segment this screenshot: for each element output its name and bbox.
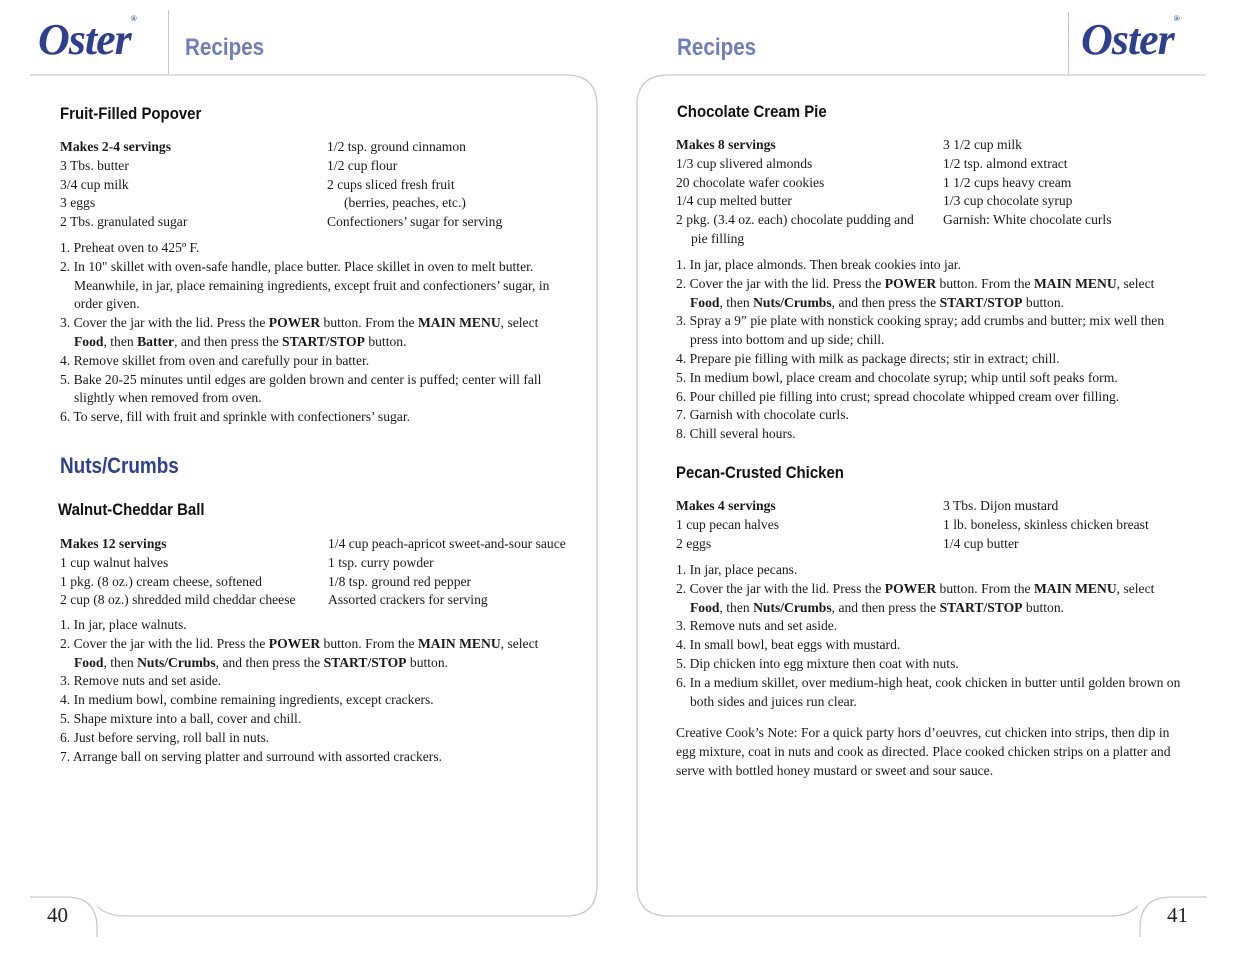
step: 6. Just before serving, roll ball in nuts.	[60, 729, 270, 745]
step: 2. Cover the jar with the lid. Press the POWER button. From the MAIN MENU, select Food, then Nuts/Crumbs, and then press the START/STOP button.	[676, 275, 1155, 310]
ingredient: 3 1/2 cup milk	[943, 137, 1022, 152]
header-divider	[168, 10, 169, 74]
ingredients-left	[676, 497, 779, 553]
header-divider	[1068, 12, 1069, 74]
step: 2. Cover the jar with the lid. Press the POWER button. From the MAIN MENU, select Food, then Nuts/Crumbs, and then press the START/STOP button.	[60, 635, 539, 670]
section-title: Nuts/Crumbs	[60, 453, 179, 478]
step: 5. Shape mixture into a ball, cover and chill.	[60, 710, 302, 726]
ingredients-left	[60, 535, 296, 610]
ingredient: Confectioners’ sugar for serving	[327, 214, 503, 230]
ingredient: 3 Tbs. Dijon mustard	[943, 498, 1059, 513]
step: 3. Remove nuts and set aside.	[60, 673, 222, 689]
ingredient: 1 1/2 cups heavy cream	[943, 174, 1072, 190]
step: 4. In small bowl, beat eggs with mustard.	[676, 637, 901, 653]
step: 7. Garnish with chocolate curls.	[676, 407, 849, 423]
servings: Makes 4 servings	[676, 498, 776, 513]
ingredients-right	[328, 535, 566, 610]
ingredient: 3/4 cup milk	[60, 176, 129, 192]
recipe-title: Chocolate Cream Pie	[677, 102, 827, 121]
recipe-steps	[60, 616, 565, 766]
step: 1. In jar, place almonds. Then break cookies into jar.	[676, 257, 961, 272]
ingredients-left	[60, 138, 187, 232]
ingredient: 1/2 tsp. ground cinnamon	[327, 139, 466, 154]
ingredient: 1/2 tsp. almond extract	[943, 155, 1068, 171]
step: 3. Remove nuts and set aside.	[676, 618, 838, 634]
recipe-title: Fruit-Filled Popover	[60, 104, 202, 123]
recipe-title: Pecan-Crusted Chicken	[676, 463, 844, 482]
ingredient: 1/4 cup melted butter	[676, 193, 792, 209]
ingredient: 2 eggs	[676, 535, 712, 551]
oster-logo: Oster®	[38, 14, 136, 64]
step: 6. In a medium skillet, over medium-high heat, cook chicken in butter until golden brown on both sides and juices run clear.	[676, 674, 1181, 709]
page-header: Recipes	[185, 34, 265, 61]
ingredient: pie filling	[691, 230, 745, 246]
ingredient: 3 eggs	[60, 195, 96, 211]
ingredients-left	[676, 136, 914, 249]
ingredient: 1/3 cup slivered almonds	[676, 155, 813, 171]
page-number: 40	[47, 903, 68, 927]
recipe-steps	[676, 561, 1188, 711]
step: 5. Dip chicken into egg mixture then coat with nuts.	[676, 655, 959, 671]
ingredient: 2 pkg. (3.4 oz. each) chocolate pudding and	[676, 212, 914, 228]
step: 4. Remove skillet from oven and carefully pour in batter.	[60, 352, 370, 368]
ingredient: (berries, peaches, etc.)	[344, 195, 466, 211]
ingredient: 3 Tbs. butter	[60, 157, 129, 173]
recipe-steps	[676, 256, 1188, 444]
ingredient: 1/4 cup butter	[943, 535, 1019, 551]
step: 6. Pour chilled pie filling into crust; spread chocolate whipped cream over filling.	[676, 388, 1120, 404]
step: 4. In medium bowl, combine remaining ingredients, except crackers.	[60, 692, 434, 708]
cooks-note: Creative Cook’s Note: For a quick party hors d’oeuvres, cut chicken into strips, then dip in egg mixture, coat in nuts and cook as directed. Place cooked chicken strips on a platter and serve with bottled honey mustard or sweet and sour sauce.	[676, 725, 1171, 778]
ingredient: Garnish: White chocolate curls	[943, 212, 1112, 228]
page-number: 41	[1167, 903, 1188, 927]
recipe-steps	[60, 239, 560, 427]
servings: Makes 8 servings	[676, 137, 776, 152]
step: 6. To serve, fill with fruit and sprinkle with confectioners’ sugar.	[60, 409, 411, 425]
step: 3. Spray a 9” pie plate with nonstick cooking spray; add crumbs and butter; mix well then press into bottom and up side; chill.	[676, 313, 1165, 348]
ingredient: 2 cups sliced fresh fruit	[327, 176, 455, 192]
ingredient: 1/2 cup flour	[327, 157, 398, 173]
ingredient: 2 cup (8 oz.) shredded mild cheddar cheese	[60, 592, 296, 608]
servings: Makes 2-4 servings	[60, 139, 172, 154]
ingredient: Assorted crackers for serving	[328, 592, 488, 608]
step: 5. Bake 20-25 minutes until edges are golden brown and center is puffed; center will fall slightly when removed from oven.	[60, 371, 542, 406]
ingredient: 20 chocolate wafer cookies	[676, 174, 825, 190]
servings: Makes 12 servings	[60, 536, 167, 551]
step: 1. In jar, place walnuts.	[60, 617, 187, 632]
step: 3. Cover the jar with the lid. Press the POWER button. From the MAIN MENU, select Food, then Batter, and then press the START/STOP button.	[60, 315, 539, 349]
ingredients-right	[327, 138, 502, 232]
step: 7. Arrange ball on serving platter and surround with assorted crackers.	[60, 748, 443, 764]
ingredient: 1/8 tsp. ground red pepper	[328, 573, 472, 589]
page-header: Recipes	[677, 34, 757, 61]
step: 8. Chill several hours.	[676, 426, 796, 442]
recipe-title: Walnut-Cheddar Ball	[58, 500, 205, 519]
ingredients-right	[943, 136, 1111, 230]
ingredient: 1 pkg. (8 oz.) cream cheese, softened	[60, 573, 262, 589]
ingredient: 1 cup walnut halves	[60, 554, 169, 570]
step: 1. Preheat oven to 425º F.	[60, 240, 200, 255]
step: 5. In medium bowl, place cream and chocolate syrup; whip until soft peaks form.	[676, 369, 1118, 385]
ingredients-right	[943, 497, 1149, 553]
ingredient: 1 lb. boneless, skinless chicken breast	[943, 516, 1149, 532]
ingredient: 1/3 cup chocolate syrup	[943, 193, 1073, 209]
oster-logo: Oster®	[1081, 14, 1179, 64]
step: 2. In 10" skillet with oven-safe handle, place butter. Place skillet in oven to melt butter. Meanwhile, in jar, place remaining ingredients, except fruit and confectioners’ sugar, in order given.	[60, 258, 550, 312]
ingredient: 1 tsp. curry powder	[328, 554, 434, 570]
ingredient: 1/4 cup peach-apricot sweet-and-sour sauce	[328, 536, 566, 551]
step: 2. Cover the jar with the lid. Press the POWER button. From the MAIN MENU, select Food, then Nuts/Crumbs, and then press the START/STOP button.	[676, 580, 1155, 615]
step: 4. Prepare pie filling with milk as package directs; stir in extract; chill.	[676, 350, 1060, 366]
ingredient: 2 Tbs. granulated sugar	[60, 214, 188, 230]
ingredient: 1 cup pecan halves	[676, 516, 780, 532]
step: 1. In jar, place pecans.	[676, 562, 798, 577]
